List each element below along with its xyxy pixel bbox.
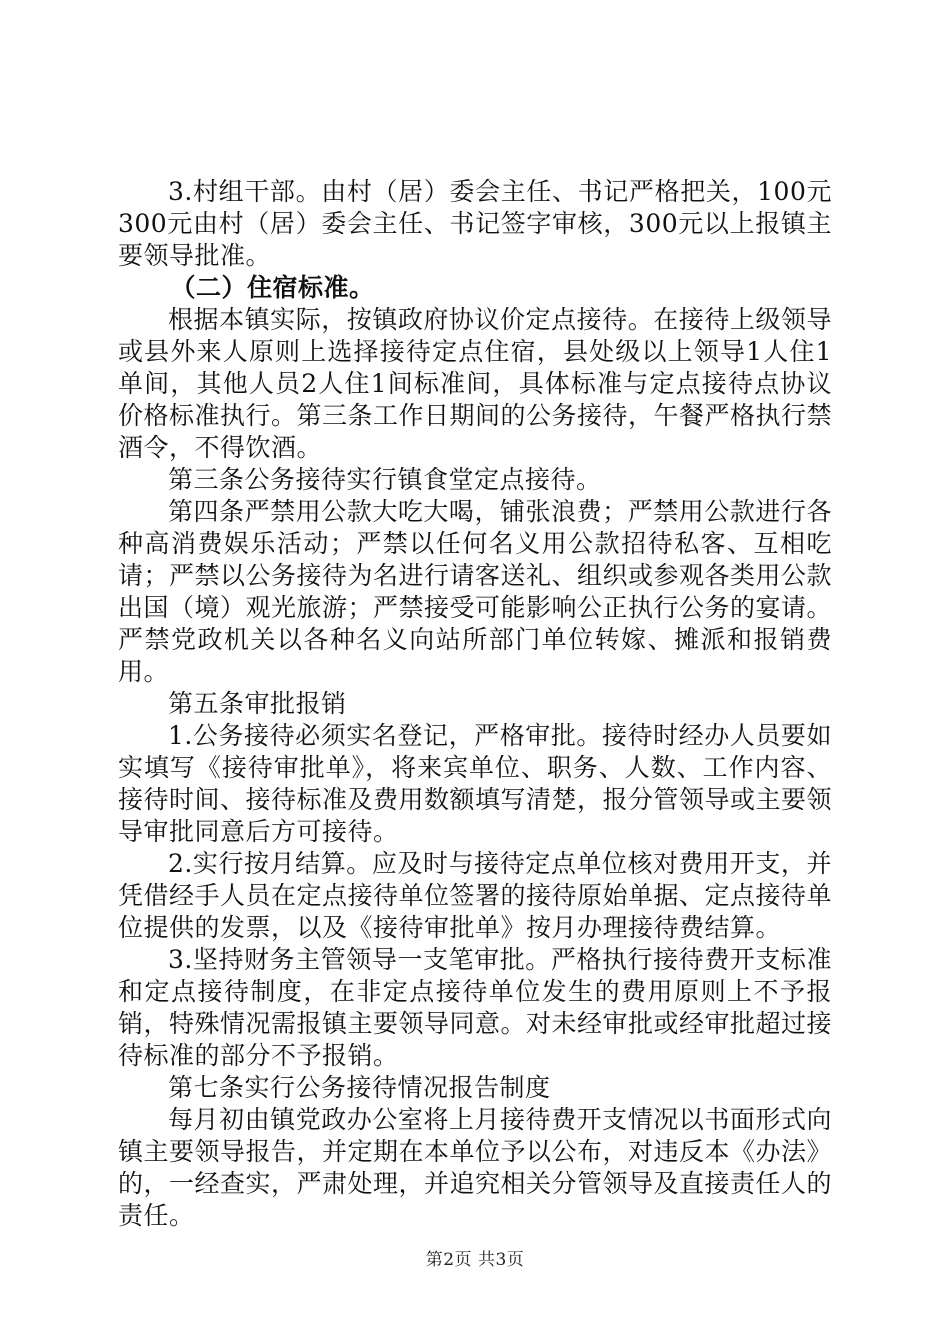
paragraph-article-5-item-2: 2.实行按月结算。应及时与接待定点单位核对费用开支，并凭借经手人员在定点接待单位签署的接待原始单据、定点接待单位提供的发票，以及《接待审批单》按月办理接待费结算。 xyxy=(118,849,833,942)
paragraph-article-5-item-3: 3.坚持财务主管领导一支笔审批。严格执行接待费开支标准和定点接待制度，在非定点接待单位发生的费用原则上不予报销，特殊情况需报镇主要领导同意。对未经审批或经审批超过接待标准的部分不予报销。 xyxy=(118,945,833,1070)
paragraph-article-5-item-1: 1.公务接待必须实名登记，严格审批。接待时经办人员要如实填写《接待审批单》，将来宾单位、职务、人数、工作内容、接待时间、接待标准及费用数额填写清楚，报分管领导或主要领导审批同意后方可接待。 xyxy=(118,721,833,846)
section-heading-accommodation: （二）住宿标准。 xyxy=(170,273,375,302)
paragraph-accommodation-rules: 根据本镇实际，按镇政府协议价定点接待。在接待上级领导或县外来人原则上选择接待定点住宿，县处级以上领导1人住1单间，其他人员2人住1间标准间，具体标准与定点接待点协议价格标准执行。第三条工作日期间的公务接待，午餐严格执行禁酒令，不得饮酒。 xyxy=(118,305,833,462)
document-body xyxy=(118,176,832,1232)
paragraph-village-cadres: 3.村组干部。由村（居）委会主任、书记严格把关，100元300元由村（居）委会主任、书记签字审核，300元以上报镇主要领导批准。 xyxy=(118,177,832,270)
paragraph-article-5-title: 第五条审批报销 xyxy=(168,689,347,718)
paragraph-article-3: 第三条公务接待实行镇食堂定点接待。 xyxy=(168,465,602,494)
page-number-footer: 第2页 共3页 xyxy=(425,1250,525,1270)
paragraph-article-7-body: 每月初由镇党政办公室将上月接待费开支情况以书面形式向镇主要领导报告，并定期在本单位予以公布，对违反本《办法》的，一经查实，严肃处理，并追究相关分管领导及直接责任人的责任。 xyxy=(118,1105,833,1230)
paragraph-article-4: 第四条严禁用公款大吃大喝，铺张浪费；严禁用公款进行各种高消费娱乐活动；严禁以任何名义用公款招待私客、互相吃请；严禁以公务接待为名进行请客送礼、组织或参观各类用公款出国（境）观光旅游；严禁接受可能影响公正执行公务的宴请。严禁党政机关以各种名义向站所部门单位转嫁、摊派和报销费用。 xyxy=(118,497,833,686)
paragraph-article-7-title: 第七条实行公务接待情况报告制度 xyxy=(168,1073,551,1102)
